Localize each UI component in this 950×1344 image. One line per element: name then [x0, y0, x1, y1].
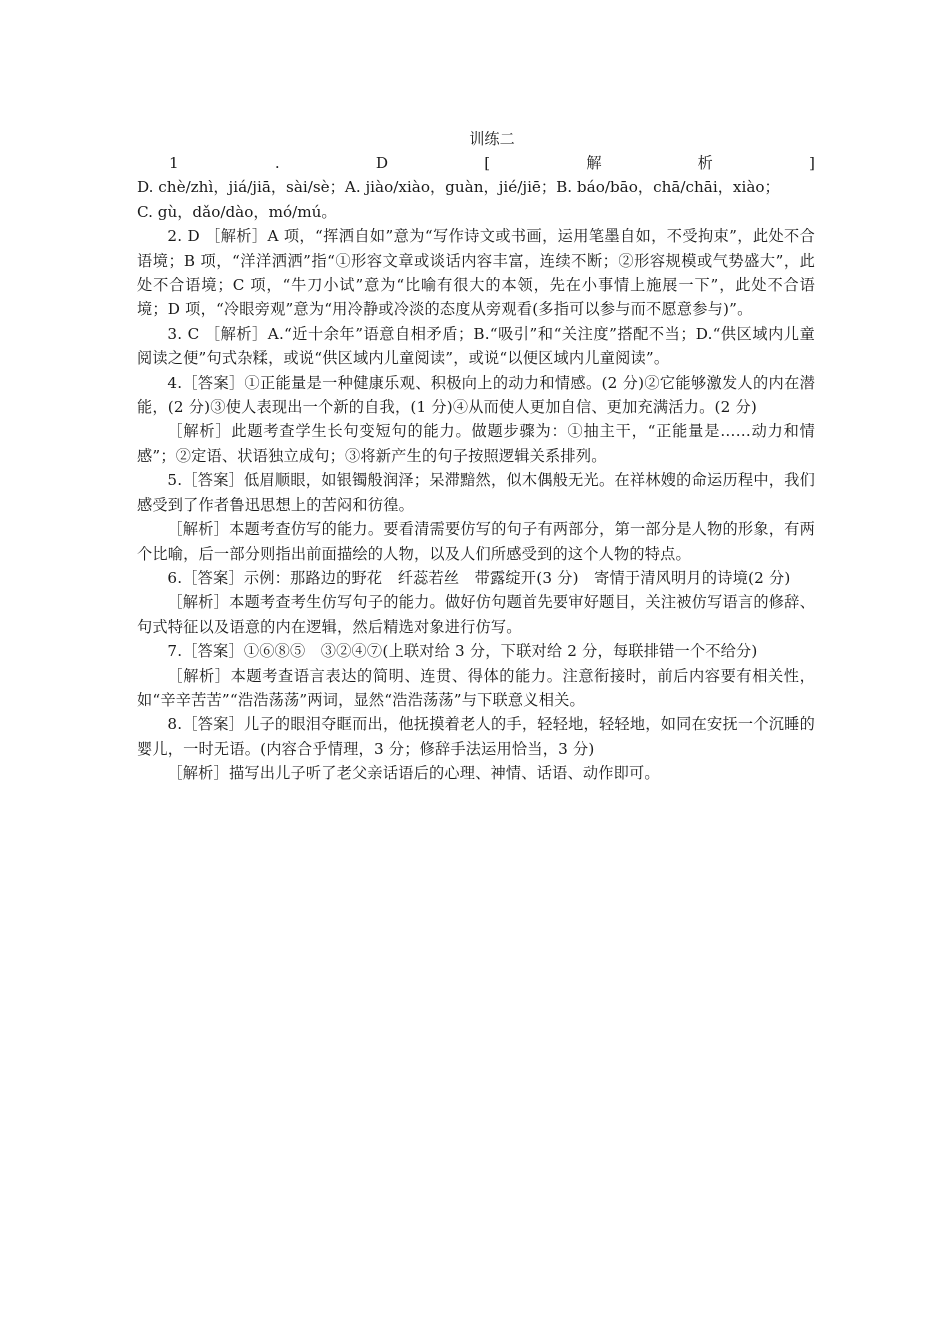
q1-analysis-line-2: C. gù，dǎo/dào，mó/mú。: [137, 202, 337, 221]
q6-answer: 6.［答案］示例：那路边的野花 纤蕊若丝 带露绽开(3 分) 寄情于清风明月的诗境(2 分): [167, 568, 791, 587]
q1-xi: 析: [697, 154, 713, 172]
answer-page: [137, 127, 815, 786]
q5-answer: 5.［答案］低眉顺眼，如银镯般润泽；呆滞黯然，似木偶般无光。在祥林嫂的命运历程中，我们感受到了作者鲁迅思想上的苦闷和彷徨。: [137, 471, 815, 514]
q1-answer: D: [375, 154, 389, 172]
q1-analysis-line-1: D. chè/zhì，jiá/jiā，sài/sè；A. jiào/xiào，guàn，jié/jiē；B. báo/bāo，chā/chāi，xiào；: [137, 178, 780, 197]
q5-analysis: ［解析］本题考查仿写的能力。要看清需要仿写的句子有两部分，第一部分是人物的形象，有两个比喻，后一部分则指出前面描绘的人物，以及人们所感受到的这个人物的特点。: [137, 520, 815, 563]
q8-analysis: ［解析］描写出儿子听了老父亲话语后的心理、神情、话语、动作即可。: [167, 764, 660, 783]
q1-bracket-close: ]: [809, 154, 815, 172]
q7-answer: 7.［答案］①⑥⑧⑤ ③②④⑦(上联对给 3 分，下联对给 2 分，每联排错一个不给分): [167, 642, 758, 661]
q1-number: 1: [169, 154, 179, 172]
q8-answer: 8.［答案］儿子的眼泪夺眶而出，他抚摸着老人的手，轻轻地，轻轻地，如同在安抚一个沉睡的婴儿，一时无语。(内容合乎情理，3 分；修辞手法运用恰当，3 分): [137, 715, 815, 758]
q3-paragraph: 3. C ［解析］A.“近十余年”语意自相矛盾；B.“吸引”和“关注度”搭配不当；D.“供区域内儿童阅读之便”句式杂糅，或说“供区域内儿童阅读”，或说“以便区域内儿童阅读”。: [137, 324, 815, 368]
q2-paragraph: 2. D ［解析］A 项，“挥洒自如”意为“写作诗文或书画，运用笔墨自如，不受拘束”，此处不合语境；B 项，“洋洋洒洒”指“①形容文章或谈话内容丰富，连续不断；②形容规模或气势盛大”，此处不合语境；C 项，“牛刀小试”意为“比喻有很大的本领，先在小事情上施展一下”，此处不合语境；D 项，“冷眼旁观”意为“用冷静或冷淡的态度从旁观看(多指可以参与而不愿意参与)”。: [137, 227, 815, 319]
q1-bracket-open: [: [484, 154, 491, 172]
q4-answer: 4.［答案］①正能量是一种健康乐观、积极向上的动力和情感。(2 分)②它能够激发人的内在潜能，(2 分)③使人表现出一个新的自我，(1 分)④从而使人更加自信、更加充满活力。(2 分): [137, 373, 815, 417]
q4-analysis: ［解析］此题考查学生长句变短句的能力。做题步骤为：①抽主干，“正能量是……动力和情感”；②定语、状语独立成句；③将新产生的句子按照逻辑关系排列。: [137, 422, 815, 465]
q1-jie: 解: [586, 154, 602, 172]
page-title: 训练二: [469, 130, 515, 148]
q7-analysis: ［解析］本题考查语言表达的简明、连贯、得体的能力。注意衔接时，前后内容要有相关性，如“辛辛苦苦”“浩浩荡荡”两词，显然“浩浩荡荡”与下联意义相关。: [137, 666, 815, 709]
q1-header-line: [137, 151, 815, 175]
q6-analysis: ［解析］本题考查考生仿写句子的能力。做好仿句题首先要审好题目，关注被仿写语言的修辞、句式特征以及语意的内在逻辑，然后精选对象进行仿写。: [137, 593, 815, 636]
q1-dot: .: [274, 154, 280, 172]
